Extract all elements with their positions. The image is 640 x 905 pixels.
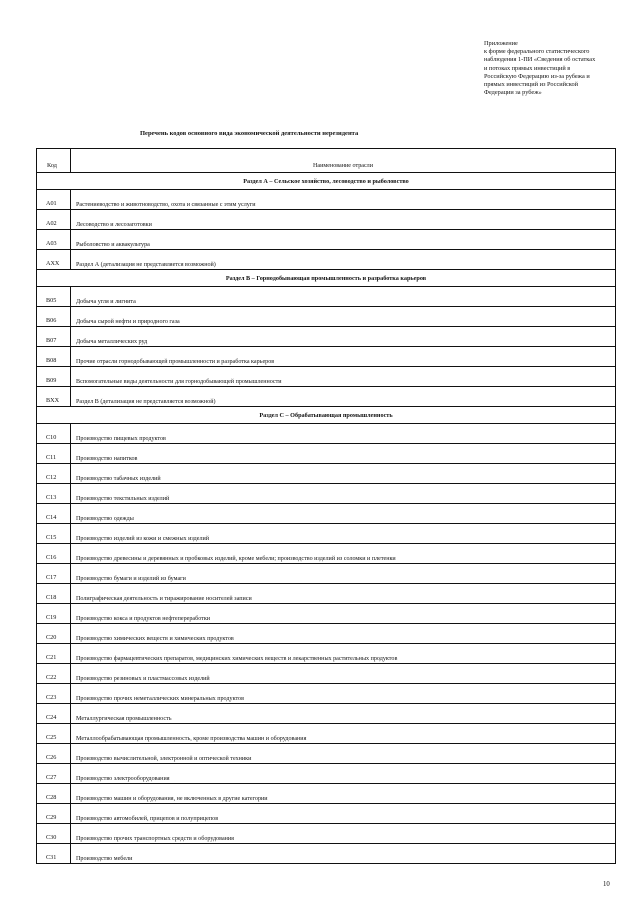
name-cell: [71, 564, 615, 583]
industry-code: C13: [46, 494, 57, 501]
header-code-cell: [37, 149, 71, 172]
name-cell: [71, 624, 615, 643]
industry-name: Производство бумаги и изделий из бумаги: [76, 576, 186, 582]
table-body: [37, 173, 615, 864]
name-cell: [71, 250, 615, 269]
table-row: [37, 544, 615, 564]
industry-name: Производство изделий из кожи и смежных изделий: [76, 536, 210, 542]
code-cell: [37, 684, 71, 703]
section-title: Раздел С – Обрабатывающая промышленность: [259, 412, 393, 419]
table-row: [37, 644, 615, 664]
industry-name: Рыболовство и аквакультура: [76, 242, 150, 248]
code-cell: [37, 424, 71, 443]
industry-code: C19: [46, 614, 57, 621]
industry-name: Производство пищевых продуктов: [76, 436, 166, 442]
name-cell: [71, 210, 615, 229]
section-header-row: [37, 407, 615, 424]
industry-code: AXX: [46, 260, 60, 267]
table-row: [37, 764, 615, 784]
table-row: [37, 844, 615, 864]
appendix-line: Приложение: [484, 40, 518, 47]
table-header-row: [37, 149, 615, 173]
code-cell: [37, 604, 71, 623]
industry-name: Производство табачных изделий: [76, 476, 161, 482]
table-row: [37, 230, 615, 250]
code-cell: [37, 664, 71, 683]
name-cell: [71, 684, 615, 703]
industry-name: Растениеводство и животноводство, охота и связанные с этим услуги: [76, 202, 256, 208]
section-title: Раздел В – Горнодобывающая промышленность и разработка карьеров: [225, 275, 427, 282]
industry-code: C25: [46, 734, 57, 741]
name-cell: [71, 824, 615, 843]
code-cell: [37, 367, 71, 386]
table-row: [37, 504, 615, 524]
industry-name: Производство древесины и деревянных и пробковых изделий, кроме мебели; производство изделий из соломки и плетенки: [76, 556, 396, 562]
table-row: [37, 327, 615, 347]
industry-name: Добыча угля и лигнита: [76, 299, 136, 305]
table-row: [37, 347, 615, 367]
page-number: 10: [603, 881, 610, 888]
industry-name: Производство автомобилей, прицепов и полуприцепов: [76, 816, 219, 822]
code-cell: [37, 764, 71, 783]
name-cell: [71, 230, 615, 249]
section-header-row: [37, 270, 615, 287]
code-cell: [37, 704, 71, 723]
industry-code: C28: [46, 794, 57, 801]
industry-name: Добыча металлических руд: [76, 339, 148, 345]
code-cell: [37, 644, 71, 663]
code-cell: [37, 307, 71, 326]
industry-name: Вспомогательные виды деятельности для горнодобывающей промышленности: [76, 379, 282, 385]
section-header-row: [37, 173, 615, 190]
name-cell: [71, 484, 615, 503]
appendix-line: Федерации за рубеж»: [484, 89, 542, 97]
table-row: [37, 704, 615, 724]
industry-code: B05: [46, 297, 57, 304]
table-row: [37, 564, 615, 584]
code-cell: [37, 327, 71, 346]
industry-code: C29: [46, 814, 57, 821]
industry-code: C15: [46, 534, 57, 541]
appendix-line: и потоках прямых инвестиций в: [484, 64, 571, 72]
industry-name: Раздел А (детализация не представляется возможной): [76, 262, 216, 268]
industry-name: Производство кокса и продуктов нефтепереработки: [76, 616, 211, 622]
industry-name: Производство прочих неметаллических минеральных продуктов: [76, 696, 244, 702]
name-cell: [71, 367, 615, 386]
industry-code: C31: [46, 854, 57, 861]
industry-code: C12: [46, 474, 57, 481]
code-cell: [37, 784, 71, 803]
name-cell: [71, 327, 615, 346]
table-row: [37, 784, 615, 804]
name-cell: [71, 444, 615, 463]
table-row: [37, 524, 615, 544]
code-cell: [37, 190, 71, 209]
name-cell: [71, 544, 615, 563]
name-cell: [71, 387, 615, 406]
table-row: [37, 664, 615, 684]
name-cell: [71, 190, 615, 209]
code-cell: [37, 564, 71, 583]
appendix-line: наблюдения 1-ПИ «Сведения об остатках: [484, 56, 596, 64]
industry-name: Металлообрабатывающая промышленность, кроме производства машин и оборудования: [76, 736, 307, 742]
table-row: [37, 824, 615, 844]
name-cell: [71, 644, 615, 663]
code-cell: [37, 250, 71, 269]
industry-code: C16: [46, 554, 57, 561]
industry-name: Производство мебели: [76, 856, 133, 862]
table-row: [37, 287, 615, 307]
industry-code: B09: [46, 377, 57, 384]
industry-name: Лесоводство и лесозаготовки: [76, 222, 152, 228]
name-cell: [71, 744, 615, 763]
name-cell: [71, 604, 615, 623]
name-cell: [71, 764, 615, 783]
table-row: [37, 624, 615, 644]
name-cell: [71, 347, 615, 366]
industry-code: B06: [46, 317, 57, 324]
industry-code: C24: [46, 714, 57, 721]
appendix-line: к форме федерального статистического: [484, 48, 590, 56]
table-row: [37, 744, 615, 764]
code-cell: [37, 824, 71, 843]
code-cell: [37, 724, 71, 743]
industry-name: Производство одежды: [76, 516, 134, 522]
industry-name: Производство электрооборудования: [76, 776, 170, 782]
table-row: [37, 210, 615, 230]
name-cell: [71, 704, 615, 723]
table-row: [37, 367, 615, 387]
table-row: [37, 724, 615, 744]
industry-code: BXX: [46, 397, 60, 404]
name-cell: [71, 424, 615, 443]
industry-code: A01: [46, 200, 57, 207]
industry-name: Производство химических веществ и химических продуктов: [76, 636, 234, 642]
name-cell: [71, 724, 615, 743]
name-cell: [71, 804, 615, 823]
industry-name: Производство фармацевтических препаратов, медицинских химических веществ и лекарственных растительных продуктов: [76, 656, 398, 662]
table-row: [37, 484, 615, 504]
industry-code: C17: [46, 574, 57, 581]
code-cell: [37, 347, 71, 366]
table-row: [37, 307, 615, 327]
table-row: [37, 387, 615, 407]
name-cell: [71, 844, 615, 863]
name-cell: [71, 784, 615, 803]
industry-code: B08: [46, 357, 57, 364]
name-cell: [71, 524, 615, 543]
table-row: [37, 804, 615, 824]
industry-code: C10: [46, 434, 57, 441]
industry-code: A02: [46, 220, 57, 227]
code-cell: [37, 804, 71, 823]
table-row: [37, 604, 615, 624]
industry-code: C14: [46, 514, 57, 521]
industry-code: A03: [46, 240, 57, 247]
appendix-line: прямых инвестиций из Российской: [484, 81, 579, 89]
industry-code: C18: [46, 594, 57, 601]
industry-code: C30: [46, 834, 57, 841]
code-cell: [37, 387, 71, 406]
code-cell: [37, 210, 71, 229]
industry-name: Добыча сырой нефти и природного газа: [76, 319, 180, 325]
industry-name: Металлургическая промышленность: [76, 716, 172, 722]
name-cell: [71, 307, 615, 326]
code-cell: [37, 230, 71, 249]
table-row: [37, 250, 615, 270]
table-row: [37, 684, 615, 704]
code-cell: [37, 624, 71, 643]
code-cell: [37, 464, 71, 483]
code-cell: [37, 524, 71, 543]
code-cell: [37, 744, 71, 763]
code-cell: [37, 504, 71, 523]
code-cell: [37, 287, 71, 306]
industry-code: C20: [46, 634, 57, 641]
section-title: Раздел А – Сельское хозяйство, лесоводство и рыболовство: [243, 178, 409, 185]
name-cell: [71, 664, 615, 683]
table-row: [37, 424, 615, 444]
header-code-label: Код: [47, 162, 57, 169]
industry-code: C23: [46, 694, 57, 701]
industry-name: Прочие отрасли горнодобывающей промышленности и разработка карьеров: [76, 359, 275, 365]
code-cell: [37, 444, 71, 463]
industry-name: Производство прочих транспортных средств и оборудования: [76, 836, 234, 842]
name-cell: [71, 464, 615, 483]
industry-code: B07: [46, 337, 57, 344]
industry-code: C21: [46, 654, 57, 661]
industry-name: Производство напитков: [76, 456, 138, 462]
code-cell: [37, 484, 71, 503]
industry-name: Производство машин и оборудования, не включенных в другие категории: [76, 796, 268, 802]
list-title: Перечень кодов основного вида экономической деятельности нерезидента: [140, 130, 359, 137]
table-row: [37, 464, 615, 484]
industry-name: Производство вычислительной, электронной и оптической техники: [76, 756, 252, 762]
code-cell: [37, 844, 71, 863]
header-name-cell: [71, 149, 615, 172]
industry-code: C27: [46, 774, 57, 781]
industry-name: Производство текстильных изделий: [76, 496, 170, 502]
name-cell: [71, 504, 615, 523]
name-cell: [71, 584, 615, 603]
industry-name: Производство резиновых и пластмассовых изделий: [76, 676, 210, 682]
code-cell: [37, 544, 71, 563]
header-name-label: Наименование отрасли: [313, 163, 373, 169]
industry-name: Полиграфическая деятельность и тиражирование носителей записи: [76, 596, 252, 602]
industry-code: C26: [46, 754, 57, 761]
industry-name: Раздел В (детализация не представляется возможной): [76, 399, 216, 405]
table-row: [37, 584, 615, 604]
name-cell: [71, 287, 615, 306]
industry-code: C22: [46, 674, 57, 681]
code-cell: [37, 584, 71, 603]
appendix-line: Российскую Федерацию из-за рубежа и: [484, 72, 590, 80]
industry-code: C11: [46, 454, 57, 461]
table-row: [37, 444, 615, 464]
appendix-note: [484, 40, 634, 97]
table-row: [37, 190, 615, 210]
industry-codes-table: [36, 148, 616, 864]
